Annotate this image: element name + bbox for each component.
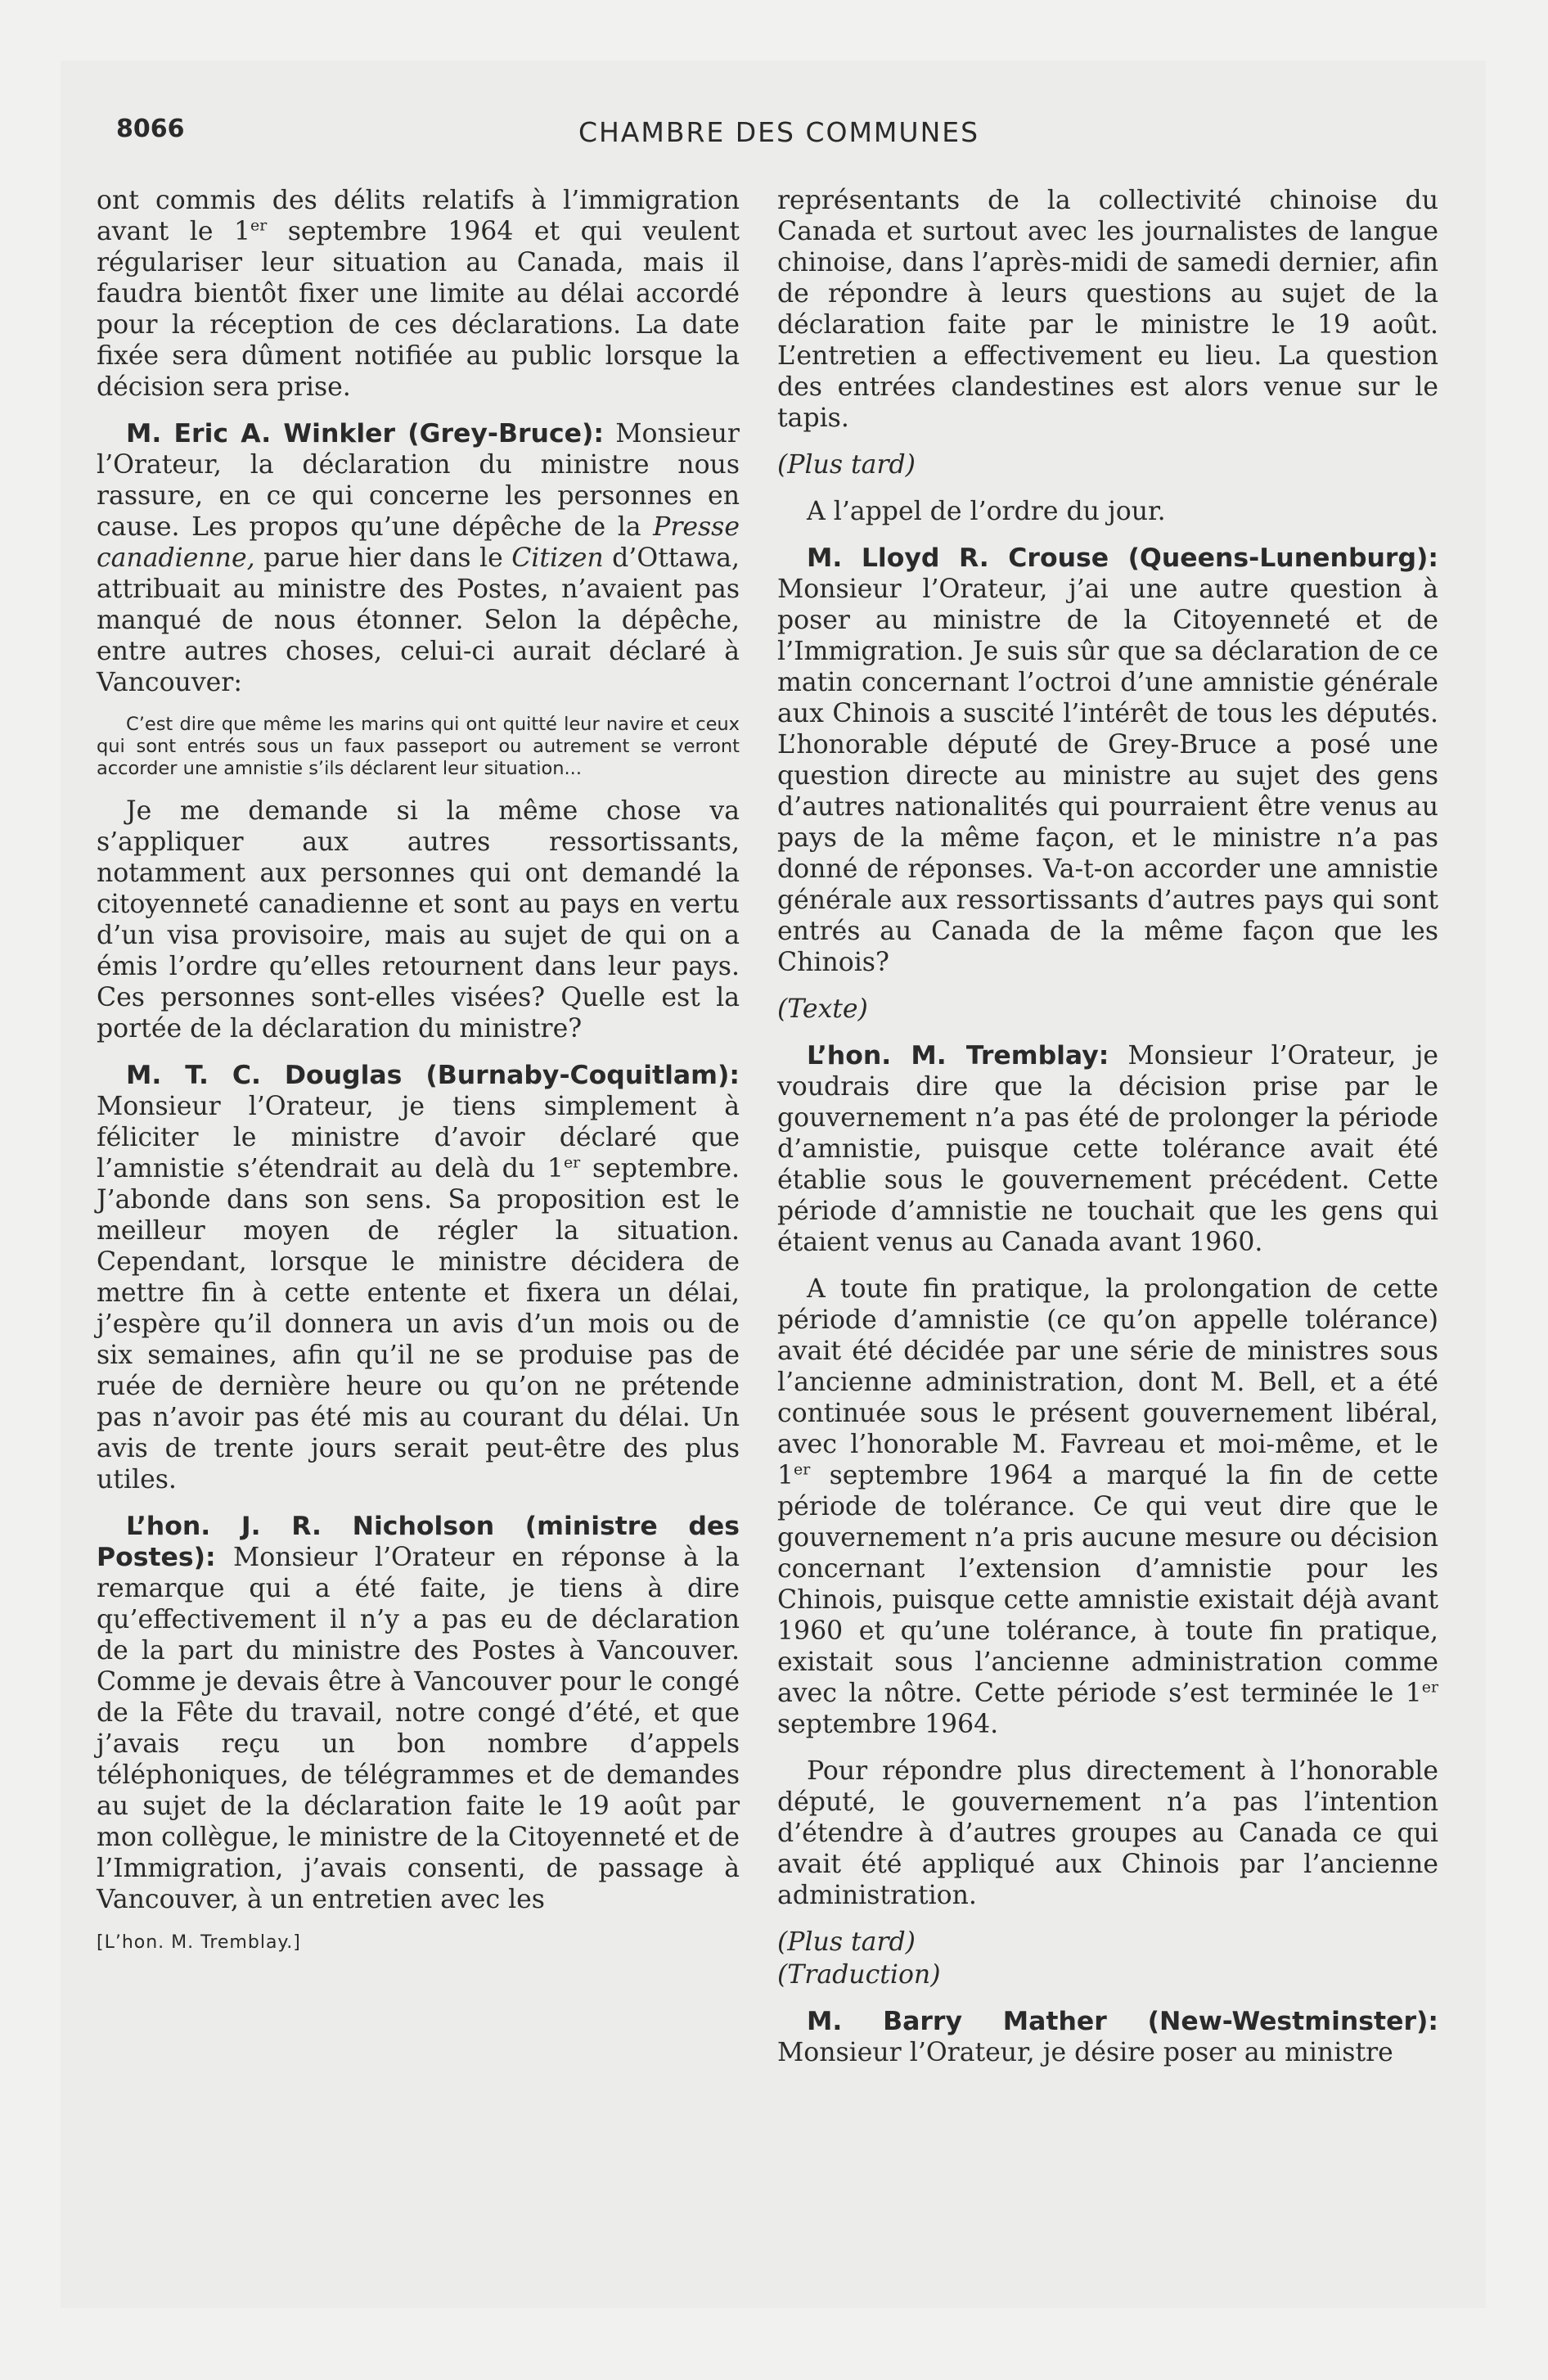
paragraph-nicholson: L’hon. J. R. Nicholson (ministre des Postes): Monsieur l’Orateur en réponse à la remarque qui a été faite, je tiens à dire qu’effectivement il n’y a pas eu de déclaration de la part du ministre des Postes à Vancouver. Comme je devais être à Vancouver pour le congé de la Fête du travail, notre congé d’été, et que j’avais reçu un bon nombre d’appels téléphoniques, de télégrammes et de demandes au sujet de la déclaration faite le 19 août par mon collègue, le ministre de la Citoyenneté et de l’Immigration, j’avais consenti, de passage à Vancouver, à un entretien avec les xyxy=(97,1512,740,1914)
speaker-name: M. Barry Mather (New-Westminster): xyxy=(807,2007,1438,2036)
speaker-name: M. T. C. Douglas (Burnaby-Coquitlam): xyxy=(126,1061,740,1090)
left-column xyxy=(97,185,740,1954)
paragraph: Je me demande si la même chose va s’appliquer aux autres ressortissants, notamment aux personnes qui ont demandé la citoyenneté canadienne et sont au pays en vertu d’un visa provisoire, mais au sujet de qui on a émis l’ordre qu’elles retournent dans leur pays. Ces personnes sont-elles visées? Quelle est la portée de la déclaration du ministre? xyxy=(97,796,740,1044)
session-note: (Plus tard) xyxy=(777,450,916,480)
page-header xyxy=(116,115,1442,164)
paragraph-tremblay: L’hon. M. Tremblay: Monsieur l’Orateur, je voudrais dire que la décision prise par le gouvernement n’a pas été de prolonger la période d’amnistie, puisque cette tolérance avait été établie sous le gouvernement précédent. Cette période d’amnistie ne touchait que les gens qui étaient venus au Canada avant 1960. xyxy=(777,1041,1438,1257)
paragraph: ont commis des délits relatifs à l’immigration avant le 1er septembre 1964 et qui veulent régulariser leur situation au Canada, mais il faudra bientôt fixer une limite au délai accordé pour la réception de ces déclarations. La date fixée sera dûment notifiée au public lorsque la décision sera prise. xyxy=(97,186,740,402)
paragraph: Pour répondre plus directement à l’honorable député, le gouvernement n’a pas l’intention d’étendre à d’autres groupes au Canada ce qui avait été appliqué aux Chinois par l’ancienne administration. xyxy=(777,1756,1438,1910)
session-note: (Texte) xyxy=(777,994,868,1024)
speaker-name: M. Eric A. Winkler (Grey-Bruce): xyxy=(126,419,604,449)
session-note: (Plus tard) xyxy=(777,1927,916,1957)
session-note: (Traduction) xyxy=(777,1960,941,1990)
speaker-name: L’hon. M. Tremblay: xyxy=(807,1041,1109,1071)
running-footer: [L’hon. M. Tremblay.] xyxy=(97,1932,301,1953)
page-number: 8066 xyxy=(116,115,185,143)
paragraph: représentants de la collectivité chinoise du Canada et surtout avec les journalistes de langue chinoise, dans l’après-midi de samedi dernier, afin de répondre à leurs questions au sujet de la déclaration faite par le ministre le 19 août. L’entretien a effectivement eu lieu. La question des entrées clandestines est alors venue sur le tapis. xyxy=(777,186,1438,433)
paragraph: A toute fin pratique, la prolongation de cette période d’amnistie (ce qu’on appelle tolérance) avait été décidée par une série de ministres sous l’ancienne administration, dont M. Bell, et a été continuée sous le présent gouvernement libéral, avec l’honorable M. Favreau et moi-même, et le 1er septembre 1964 a marqué la fin de cette période de tolérance. Ce qui veut dire que le gouvernement n’a pris aucune mesure ou décision concernant l’extension d’amnistie pour les Chinois, puisque cette amnistie existait déjà avant 1960 et qu’une tolérance, à toute fin pratique, existait sous l’ancienne administration comme avec la nôtre. Cette période s’est terminée le 1er septembre 1964. xyxy=(777,1274,1438,1739)
page-title: CHAMBRE DES COMMUNES xyxy=(578,116,980,148)
speaker-name: L’hon. J. R. Nicholson (ministre des Postes): xyxy=(97,1512,740,1572)
paragraph-mather: M. Barry Mather (New-Westminster): Monsieur l’Orateur, je désire poser au ministre xyxy=(777,2007,1438,2067)
speaker-name: M. Lloyd R. Crouse (Queens-Lunenburg): xyxy=(807,543,1438,573)
right-column xyxy=(777,185,1438,2084)
paragraph-winkler: M. Eric A. Winkler (Grey-Bruce): Monsieur l’Orateur, la déclaration du ministre nous rassure, en ce qui concerne les personnes en cause. Les propos qu’une dépêche de la Presse canadienne, parue hier dans le Citizen d’Ottawa, attribuait au ministre des Postes, n’avaient pas manqué de nous étonner. Selon la dépêche, entre autres choses, celui-ci aurait déclaré à Vancouver: xyxy=(97,419,740,697)
block-quote: C’est dire que même les marins qui ont quitté leur navire et ceux qui sont entrés sous un faux passeport ou autrement se verront accorder une amnistie s’ils déclarent leur situation... xyxy=(97,714,740,779)
paragraph-crouse: M. Lloyd R. Crouse (Queens-Lunenburg): Monsieur l’Orateur, j’ai une autre question à poser au ministre de la Citoyenneté et de l’Immigration. Je suis sûr que sa déclaration de ce matin concernant l’octroi d’une amnistie générale aux Chinois a suscité l’intérêt de tous les députés. L’honorable député de Grey-Bruce a posé une question directe au ministre au sujet des gens d’autres nationalités qui pourraient être venus au pays de la même façon, et le ministre n’a pas donné de réponses. Va-t-on accorder une amnistie générale aux ressortissants d’autres pays qui sont entrés au Canada de la même façon que les Chinois? xyxy=(777,543,1438,977)
paragraph: A l’appel de l’ordre du jour. xyxy=(807,497,1166,526)
paragraph-douglas: M. T. C. Douglas (Burnaby-Coquitlam): Monsieur l’Orateur, je tiens simplement à féliciter le ministre d’avoir déclaré que l’amnistie s’étendrait au delà du 1er septembre. J’abonde dans son sens. Sa proposition est le meilleur moyen de régler la situation. Cependant, lorsque le ministre décidera de mettre fin à cette entente et fixera un délai, j’espère qu’il donnera un avis d’un mois ou de six semaines, afin qu’il ne se produise pas de ruée de dernière heure ou qu’on ne prétende pas n’avoir pas été mis au courant du délai. Un avis de trente jours serait peut-être des plus utiles. xyxy=(97,1061,740,1494)
